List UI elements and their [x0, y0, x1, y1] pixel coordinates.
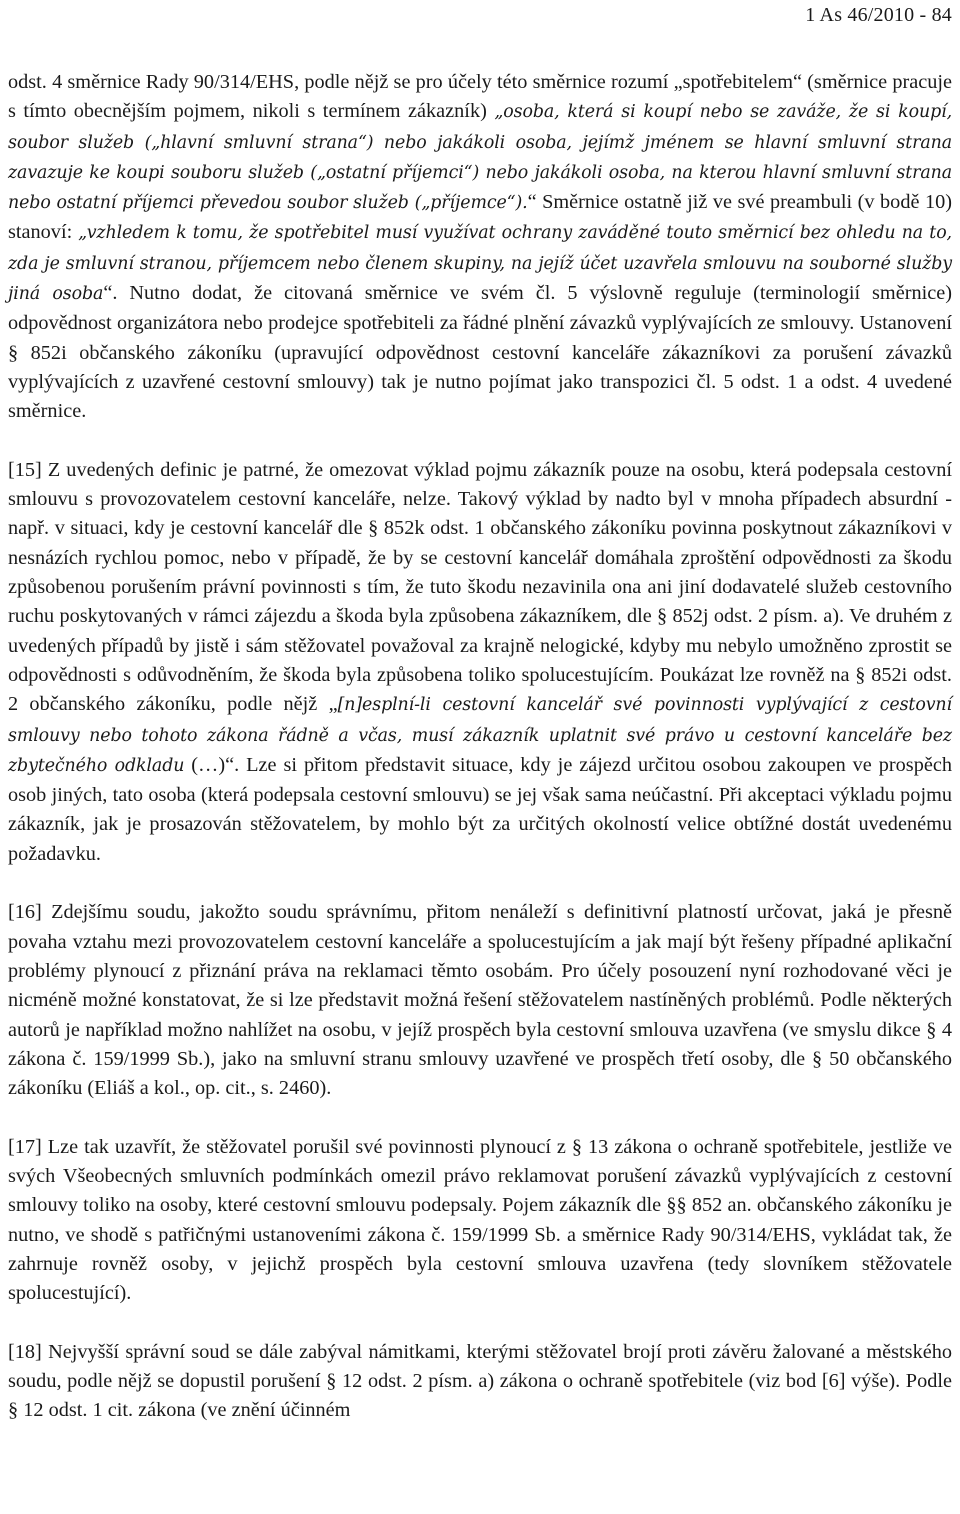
paragraph-p16 — [8, 898, 952, 1103]
paragraph-text: “ Směrnice ostatně již ve své preambuli (v bodě 10) stanoví: — [8, 191, 952, 244]
document-body — [8, 68, 952, 1426]
paragraph-text: (…)“. Lze si přitom představit situace, kdy je zájezd určitou osobou zakoupen ve prospěch osob jiných, tato osoba (která podepsala cestovní smlouvu) se jej však sama neúčastní. Při akceptaci výkladu pojmu zákazník, jak je prosazován stěžovatelem, by mohlo být za určitých okolností velice obtížné dostát uvedenému požadavku. — [8, 753, 952, 865]
paragraph-p-cont — [8, 68, 952, 427]
case-reference: 1 As 46/2010 - 84 — [805, 4, 952, 26]
paragraph-text: odst. 4 směrnice Rady 90/314/EHS, podle nějž se pro účely této směrnice rozumí „spotřebitelem“ (směrnice pracuje s tímto obecnějším pojmem, nikoli s termínem zákazník) — [8, 71, 952, 123]
paragraph-p15 — [8, 456, 952, 869]
paragraph-text: “. Nutno dodat, že citovaná směrnice ve svém čl. 5 výslovně reguluje (terminologií směrnice) odpovědnost organizátora nebo prodejce spotřebiteli za řádné plnění závazků vyplývajících ze smlouvy. Ustanovení § 852i občanského zákoníku (upravující odpovědnost cestovní kanceláře zákazníkovi za porušení závazků vyplývajících z uzavřené cestovní smlouvy) tak je nutno pojímat jako transpozici čl. 5 odst. 1 a odst. 4 uvedené směrnice. — [8, 282, 952, 423]
paragraph-text: [15] Z uvedených definic je patrné, že omezovat výklad pojmu zákazník pouze na osobu, která podepsala cestovní smlouvu s provozovatelem cestovní kanceláře, nelze. Takový výklad by nadto byl v mnoha případech absurdní - např. v situaci, kdy je cestovní kancelář dle § 852k odst. 1 občanského zákoníku povinna poskytnout zákazníkovi v nesnázích rychlou pomoc, nebo v případě, že by se cestovní kancelář domáhala zproštění odpovědnosti za škodu způsobenou porušením právní povinnosti s tím, že tuto škodu nezavinila ona ani jiní dodavatelé služeb cestovního ruchu poskytovaných v rámci zájezdu a škoda byla způsobena zákazníkem, dle § 852j odst. 2 písm. a). Ve druhém z uvedených případů by jistě i sám stěžovatel považoval za krajně nelogické, kdyby mu nebylo umožněno zprostit se odpovědnosti s odůvodněním, že škoda byla způsobena toliko spolucestujícím. Poukázat lze rovněž na § 852i odst. 2 občanského zákoníku, podle nějž „ — [8, 458, 952, 716]
quoted-text: „vzhledem k tomu, že spotřebitel musí využívat ochrany zaváděné touto směrnicí bez ohledu na to, zda je smluvní stranou, příjemcem nebo členem skupiny, na jejíž účet uzavřela smlouvu na souborné služby jiná osoba — [8, 223, 952, 305]
paragraph-p18 — [8, 1338, 952, 1426]
paragraph-p17 — [8, 1133, 952, 1309]
quoted-text: [n]esplní-li cestovní kancelář své povinnosti vyplývající z cestovní smlouvy nebo tohoto zákona řádně a včas, musí zákazník uplatnit své právo u cestovní kanceláře bez zbytečného odkladu — [8, 695, 952, 776]
paragraph-text: [18] Nejvyšší správní soud se dále zabýval námitkami, kterými stěžovatel brojí proti závěru žalované a městského soudu, podle nějž se dopustil porušení § 12 odst. 2 písm. a) zákona o ochraně spotřebitele (viz bod [6] výše). Podle § 12 odst. 1 cit. zákona (ve znění účinném — [8, 1340, 952, 1422]
quoted-text: „osoba, která si koupí nebo se zaváže, že si koupí, soubor služeb („hlavní smluvní strana“) nebo jakákoli osoba, jejímž jménem se hlavní smluvní strana zavazuje ke koupi souboru služeb („ostatní příjemci“) nebo jakákoli osoba, na kterou hlavní smluvní strana nebo ostatní příjemci převedou soubor služeb („příjemce“). — [8, 102, 952, 214]
paragraph-text: [16] Zdejšímu soudu, jakožto soudu správnímu, přitom nenáleží s definitivní platností určovat, jaká je přesně povaha vztahu mezi provozovatelem cestovní kanceláře a spolucestujícím a jak mají být řešeny případné aplikační problémy plynoucí z přiznání práva na reklamaci těmto osobám. Pro účely posouzení nyní rozhodované věci je nicméně možné konstatovat, že si lze představit možná řešení stěžovatelem nastíněných problémů. Podle některých autorů je například možno nahlížet na osobu, v jejíž prospěch byla cestovní smlouva uzavřena (ve smyslu dikce § 4 zákona č. 159/1999 Sb.), jako na smluvní stranu smlouvy uzavřené ve prospěch třetí osoby, dle § 50 občanského zákoníku (Eliáš a kol., op. cit., s. 2460). — [8, 901, 952, 1100]
paragraph-text: [17] Lze tak uzavřít, že stěžovatel porušil své povinnosti plynoucí z § 13 zákona o ochraně spotřebitele, jestliže ve svých Všeobecných smluvních podmínkách omezil právo reklamovat porušení závazků vyplývajících z cestovní smlouvy toliko na osoby, které cestovní smlouvu podepsaly. Pojem zákazník dle §§ 852 an. občanského zákoníku je nutno, ve shodě s patřičnými ustanoveními zákona č. 159/1999 Sb. a směrnice Rady 90/314/EHS, vykládat tak, že zahrnuje rovněž osoby, v jejichž prospěch byla cestovní smlouva uzavřena (tedy slovníkem stěžovatele spolucestující). — [8, 1135, 952, 1305]
